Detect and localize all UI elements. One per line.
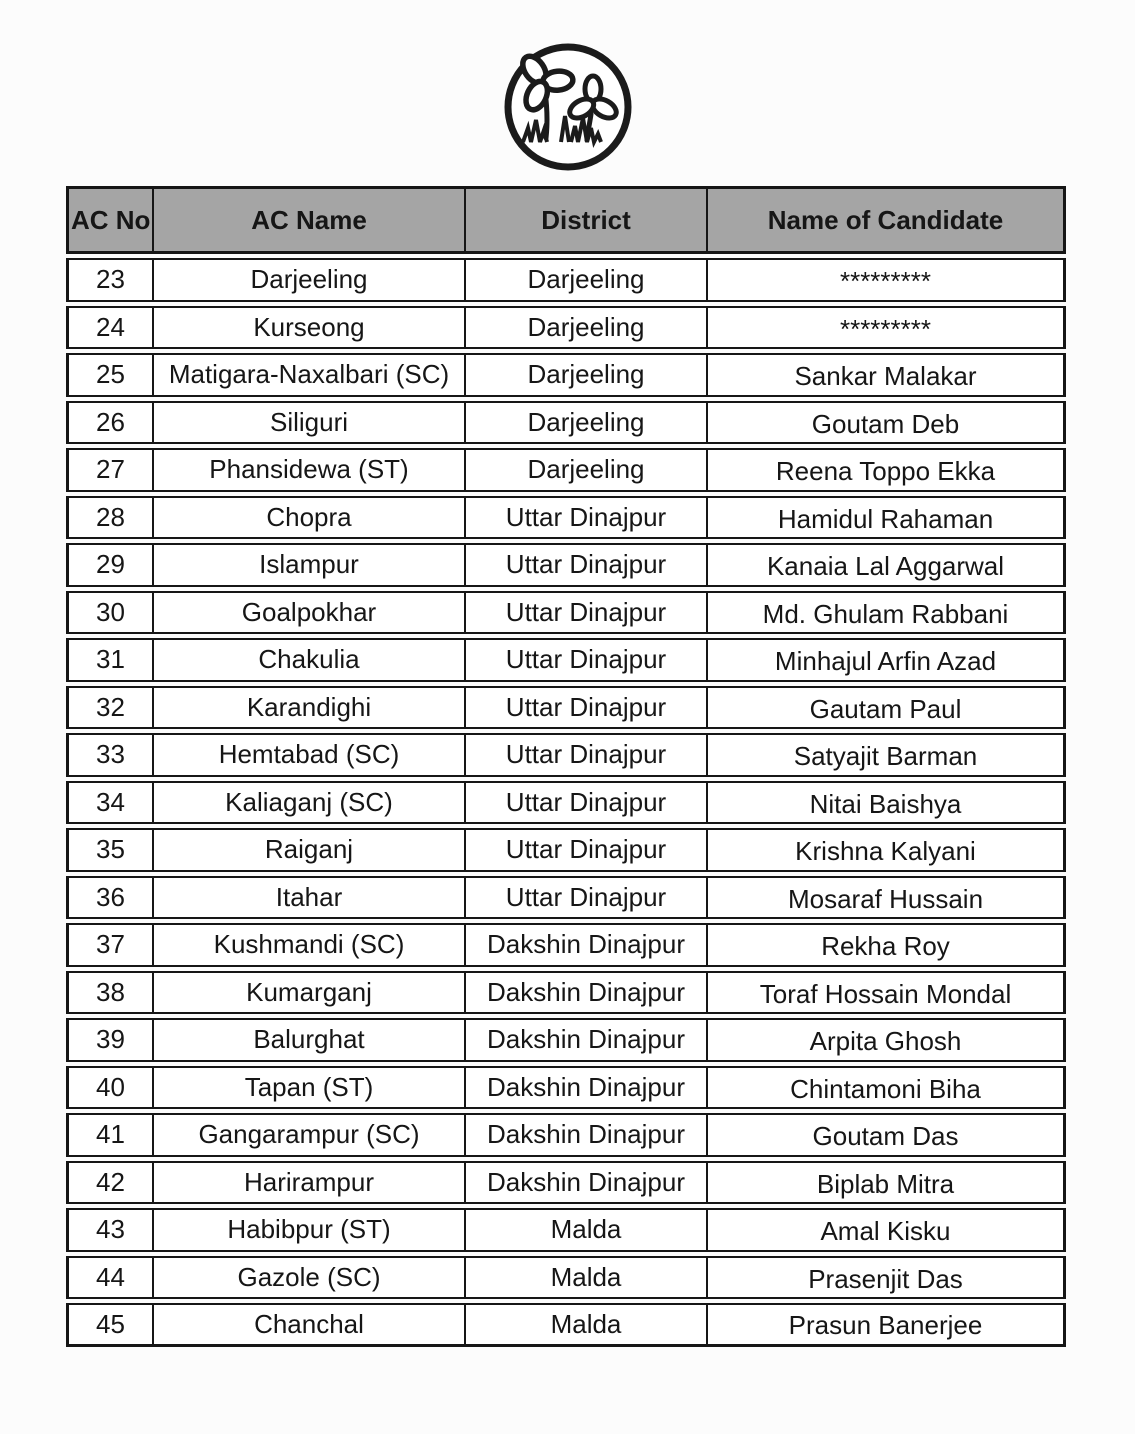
table-row (66, 591, 1066, 635)
cell-ac-name: Siliguri (152, 401, 464, 445)
table-row (66, 781, 1066, 825)
cell-ac-name: Gazole (SC) (152, 1256, 464, 1300)
table-header-row (66, 186, 1066, 254)
table-row (66, 923, 1066, 967)
cell-candidate: Satyajit Barman (706, 733, 1066, 777)
table-row (66, 1113, 1066, 1157)
cell-district: Darjeeling (464, 353, 706, 397)
cell-district: Dakshin Dinajpur (464, 1066, 706, 1110)
cell-candidate: Krishna Kalyani (706, 828, 1066, 872)
cell-district: Uttar Dinajpur (464, 781, 706, 825)
cell-ac-no: 25 (66, 353, 152, 397)
table-row (66, 306, 1066, 350)
table-row (66, 733, 1066, 777)
table-row (66, 876, 1066, 920)
cell-ac-no: 38 (66, 971, 152, 1015)
cell-ac-no: 39 (66, 1018, 152, 1062)
cell-ac-no: 40 (66, 1066, 152, 1110)
cell-ac-no: 33 (66, 733, 152, 777)
cell-ac-no: 34 (66, 781, 152, 825)
cell-candidate: Prasun Banerjee (706, 1303, 1066, 1347)
cell-district: Uttar Dinajpur (464, 638, 706, 682)
table-row (66, 401, 1066, 445)
cell-ac-name: Chakulia (152, 638, 464, 682)
header-candidate: Name of Candidate (706, 186, 1066, 254)
cell-ac-no: 36 (66, 876, 152, 920)
header-ac-name: AC Name (152, 186, 464, 254)
cell-district: Uttar Dinajpur (464, 828, 706, 872)
cell-district: Malda (464, 1303, 706, 1347)
table-row (66, 1066, 1066, 1110)
cell-candidate: Hamidul Rahaman (706, 496, 1066, 540)
cell-ac-no: 30 (66, 591, 152, 635)
cell-ac-name: Gangarampur (SC) (152, 1113, 464, 1157)
cell-ac-no: 23 (66, 258, 152, 302)
cell-ac-no: 43 (66, 1208, 152, 1252)
header-ac-no: AC No (66, 186, 152, 254)
cell-district: Uttar Dinajpur (464, 733, 706, 777)
table-row (66, 1256, 1066, 1300)
cell-district: Uttar Dinajpur (464, 543, 706, 587)
cell-ac-name: Harirampur (152, 1161, 464, 1205)
twin-flowers-grass-icon (501, 40, 635, 174)
table-row (66, 828, 1066, 872)
table-row (66, 353, 1066, 397)
table-body (66, 258, 1066, 1347)
cell-district: Darjeeling (464, 448, 706, 492)
table-row (66, 638, 1066, 682)
cell-candidate: Toraf Hossain Mondal (706, 971, 1066, 1015)
cell-ac-name: Kurseong (152, 306, 464, 350)
cell-district: Uttar Dinajpur (464, 686, 706, 730)
cell-ac-name: Kumarganj (152, 971, 464, 1015)
table-row (66, 448, 1066, 492)
cell-ac-name: Balurghat (152, 1018, 464, 1062)
cell-ac-name: Islampur (152, 543, 464, 587)
cell-candidate: Arpita Ghosh (706, 1018, 1066, 1062)
table-row (66, 686, 1066, 730)
cell-ac-name: Kushmandi (SC) (152, 923, 464, 967)
cell-ac-name: Kaliaganj (SC) (152, 781, 464, 825)
cell-candidate: Prasenjit Das (706, 1256, 1066, 1300)
cell-ac-no: 29 (66, 543, 152, 587)
cell-district: Malda (464, 1256, 706, 1300)
cell-candidate: Rekha Roy (706, 923, 1066, 967)
table-row (66, 496, 1066, 540)
table-row (66, 1018, 1066, 1062)
cell-district: Dakshin Dinajpur (464, 1161, 706, 1205)
cell-ac-name: Matigara-Naxalbari (SC) (152, 353, 464, 397)
cell-ac-no: 26 (66, 401, 152, 445)
cell-ac-no: 24 (66, 306, 152, 350)
cell-district: Darjeeling (464, 401, 706, 445)
cell-candidate: Nitai Baishya (706, 781, 1066, 825)
table-row (66, 1161, 1066, 1205)
cell-candidate: Md. Ghulam Rabbani (706, 591, 1066, 635)
cell-district: Darjeeling (464, 306, 706, 350)
cell-candidate: Amal Kisku (706, 1208, 1066, 1252)
cell-district: Uttar Dinajpur (464, 591, 706, 635)
table-row (66, 258, 1066, 302)
table-row (66, 971, 1066, 1015)
candidate-table (66, 182, 1066, 1351)
cell-candidate: Sankar Malakar (706, 353, 1066, 397)
cell-ac-name: Chopra (152, 496, 464, 540)
cell-candidate: Minhajul Arfin Azad (706, 638, 1066, 682)
cell-ac-no: 27 (66, 448, 152, 492)
cell-ac-no: 32 (66, 686, 152, 730)
cell-district: Uttar Dinajpur (464, 496, 706, 540)
cell-district: Dakshin Dinajpur (464, 971, 706, 1015)
cell-candidate: Goutam Das (706, 1113, 1066, 1157)
cell-ac-no: 35 (66, 828, 152, 872)
cell-ac-name: Itahar (152, 876, 464, 920)
cell-candidate: Gautam Paul (706, 686, 1066, 730)
cell-ac-name: Phansidewa (ST) (152, 448, 464, 492)
cell-ac-name: Hemtabad (SC) (152, 733, 464, 777)
cell-ac-no: 45 (66, 1303, 152, 1347)
cell-candidate: Kanaia Lal Aggarwal (706, 543, 1066, 587)
header-district: District (464, 186, 706, 254)
party-logo (501, 40, 635, 174)
cell-candidate: ********* (706, 258, 1066, 302)
cell-district: Uttar Dinajpur (464, 876, 706, 920)
cell-ac-name: Goalpokhar (152, 591, 464, 635)
cell-ac-no: 28 (66, 496, 152, 540)
cell-district: Dakshin Dinajpur (464, 923, 706, 967)
cell-ac-name: Chanchal (152, 1303, 464, 1347)
table-row (66, 1303, 1066, 1347)
cell-candidate: Mosaraf Hussain (706, 876, 1066, 920)
cell-ac-no: 37 (66, 923, 152, 967)
cell-ac-no: 41 (66, 1113, 152, 1157)
table-row (66, 543, 1066, 587)
cell-ac-name: Habibpur (ST) (152, 1208, 464, 1252)
cell-ac-name: Karandighi (152, 686, 464, 730)
cell-candidate: Goutam Deb (706, 401, 1066, 445)
cell-ac-no: 44 (66, 1256, 152, 1300)
cell-candidate: Chintamoni Biha (706, 1066, 1066, 1110)
cell-candidate: Biplab Mitra (706, 1161, 1066, 1205)
cell-ac-no: 31 (66, 638, 152, 682)
cell-candidate: ********* (706, 306, 1066, 350)
cell-ac-name: Tapan (ST) (152, 1066, 464, 1110)
cell-candidate: Reena Toppo Ekka (706, 448, 1066, 492)
cell-district: Dakshin Dinajpur (464, 1018, 706, 1062)
cell-ac-no: 42 (66, 1161, 152, 1205)
cell-district: Malda (464, 1208, 706, 1252)
cell-ac-name: Raiganj (152, 828, 464, 872)
cell-ac-name: Darjeeling (152, 258, 464, 302)
cell-district: Darjeeling (464, 258, 706, 302)
table-row (66, 1208, 1066, 1252)
cell-district: Dakshin Dinajpur (464, 1113, 706, 1157)
